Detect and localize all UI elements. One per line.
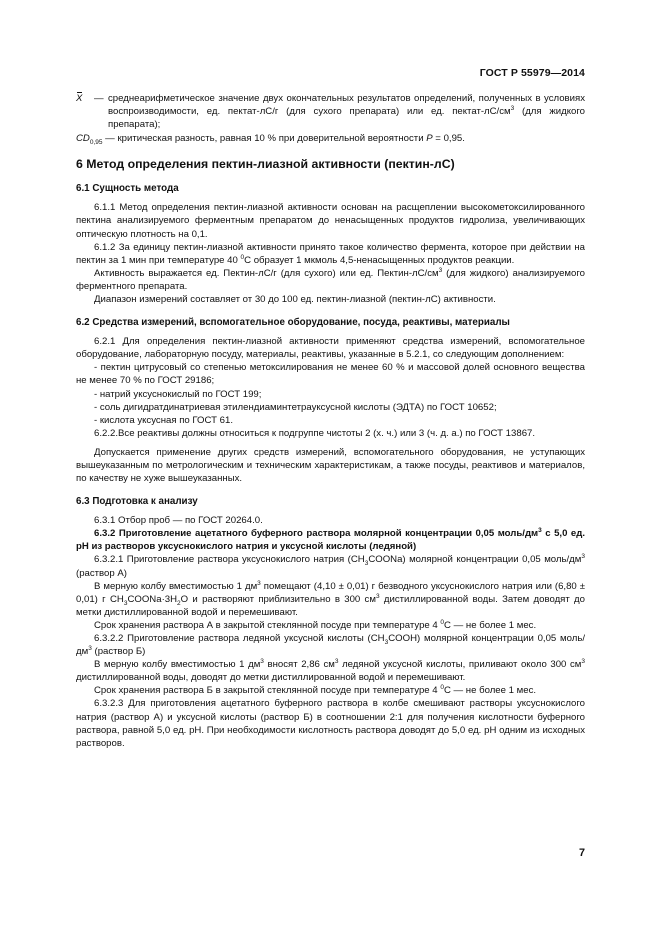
paragraph-6-3-2-1: 6.3.2.1 Приготовление раствора уксуснокислого натрия $(CH_3COONa)$ молярной концентрации 0,05 моль/$дм^3$ (раствор А) [76,553,585,579]
definition-cd: $CD_{0,95}$ — критическая разность, равная 10 % при доверительной вероятности P = 0,95. [76,133,465,147]
paragraph-storage-b: Срок хранения раствора Б в закрытой стеклянной посуде при температуре 4 $^0$С — не более 1 мес. [94,684,537,697]
paragraph-storage-a: Срок хранения раствора А в закрытой стеклянной посуде при температуре 4 $^0$С — не более 1 мес. [94,618,537,631]
section-6-2-title: 6.2 Средства измерений, вспомогательное оборудование, посуда, реактивы, материалы [76,317,510,329]
paragraph-flask-b: В мерную колбу вместимостью 1 $дм^3$ вносят 2,86 $см^3$ ледяной уксусной кислоты, приливают около 300 $см^3$ дистиллированной воды, доводят до метки дистиллированной водой и перемешивают. [76,658,585,684]
paragraph-6-3-1: 6.3.1 Отбор проб — по ГОСТ 20264.0. [94,515,263,527]
paragraph-6-1-1: 6.1.1 Метод определения пектин-лиазной активности основан на расщеплении высокометоксилированного пектина анализируемого ферментным препаратом до ненасыщенных продуктов гидролиза, увеличивающих оптическую плотность на 0,1. [76,202,585,240]
standard-header: ГОСТ Р 55979—2014 [479,67,585,79]
definition-dash: — [94,93,104,104]
paragraph-flask-a: В мерную колбу вместимостью 1 $дм^3$ помещают (4,10 ± 0,01) г безводного уксуснокислого натрия или (6,80 ± 0,01) г $CH_3COONa\cdot 3H_2O$ и растворяют приблизительно в 300 $см^3$ дистиллированной воды. Затем доводят до метки дистиллированной водой и перемешивают. [76,579,585,618]
section-6-3-title: 6.3 Подготовка к анализу [76,496,198,508]
page-content [76,92,585,750]
definition-xbar [76,92,585,131]
list-item: - натрий уксуснокислый по ГОСТ 199; [94,388,262,400]
xbar-definition-text: среднеарифметическое значение двух окончательных результатов определений, полученных в условиях воспроизводимости, ед. пектат-лС/г (для сухого препарата) или ед. пектат-$лС/см^3$ (для жидкого препарата); [108,93,586,131]
paragraph-6-2-1: 6.2.1 Для определения пектин-лиазной активности применяют средства измерений, вспомогательное оборудование, лабораторную посуду, материалы, реактивы, указанные в 5.2.1, со следующим дополнением: [76,336,585,361]
paragraph-6-3-2-3: 6.3.2.3 Для приготовления ацетатного буферного раствора в колбе смешивают растворы уксуснокислого натрия (раствор А) и уксусной кислоты (раствор Б) в соотношении 2:1 для получения кислотности буферного раствора, равной 5,0 ед. рН. При необходимости кислотность раствора доводят до 5,0 ед. рН одним из исходных растворов. [76,698,585,749]
section-6-title: 6 Метод определения пектин-лиазной активности (пектин-лС) [76,157,455,172]
paragraph-6-3-2: 6.3.2 Приготовление ацетатного буферного раствора молярной концентрации 0,05 моль/$дм^3$ с 5,0 ед. рН из растворов уксуснокислого натрия и уксусной кислоты (ледяной) [76,527,585,553]
paragraph-activity: Активность выражается ед. Пектин-лС/г (для сухого) или ед. Пектин-$лС/см^3$ (для жидкого) анализируемого ферментного препарата. [76,266,585,292]
paragraph-6-3-2-2: 6.3.2.2 Приготовление раствора ледяной уксусной кислоты $(CH_3COOH)$ молярной концентрации 0,05 моль/$дм^3$ (раствор Б) [76,633,585,658]
paragraph-6-1-2: 6.1.2 За единицу пектин-лиазной активности принято такое количество фермента, которое при действии на пектин за 1 мин при температуре 40 $^0$С образует 1 мкмоль 4,5-ненасыщенных продуктов реакции. [76,241,585,266]
xbar-symbol: X [76,93,83,104]
paragraph-range: Диапазон измерений составляет от 30 до 100 ед. пектин-лиазной (пектин-лС) активности. [94,294,496,306]
paragraph-6-2-2: 6.2.2.Все реактивы должны относиться к подгруппе чистоты 2 (х. ч.) или 3 (ч. д. а.) по ГОСТ 13867. [94,427,536,439]
paragraph-allowed: Допускается применение других средств измерений, вспомогательного оборудования, не уступающих вышеуказанным по метрологическим и техническим характеристикам, а также посуды, реактивов и материалов, по качеству не хуже вышеуказанных. [76,446,585,485]
list-item: - соль дигидратдинатриевая этилендиаминтетрауксусной кислоты (ЭДТА) по ГОСТ 10652; [94,401,497,413]
list-item: - кислота уксусная по ГОСТ 61. [94,414,233,426]
page-number: 7 [578,847,585,859]
section-6-1-title: 6.1 Сущность метода [76,183,179,195]
list-item: - пектин цитрусовый со степенью метоксилирования не менее 60 % и массовой долей основного вещества не менее 70 % по ГОСТ 29186; [76,362,585,387]
